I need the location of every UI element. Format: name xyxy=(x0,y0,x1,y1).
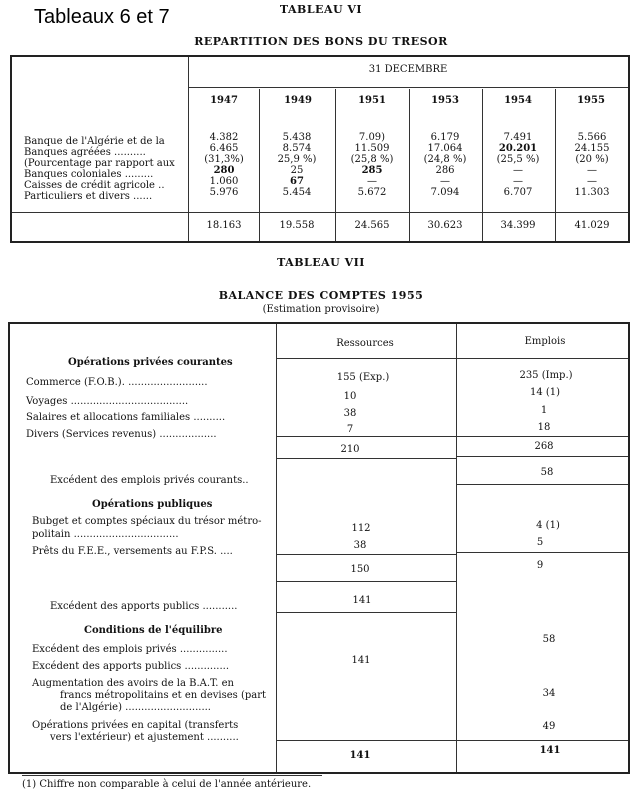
label-c-emplois: Excédent des emplois privés ............... xyxy=(32,644,228,655)
label-budget-2: politain ................................. xyxy=(32,529,179,540)
voyages-emplois: 14 (1) xyxy=(529,387,561,398)
col-1955: 5.566 24.155 (20 %) — — 11.303 xyxy=(574,132,610,198)
table7 xyxy=(8,322,630,774)
total-emplois: 141 xyxy=(539,745,561,756)
year-1955: 1955 xyxy=(577,95,605,106)
year-1954: 1954 xyxy=(504,95,532,106)
table7-title: TABLEAU VII xyxy=(277,256,365,269)
sub1-ressources: 210 xyxy=(340,444,360,455)
sub1-emplois: 268 xyxy=(534,441,554,452)
exc-apports-ressources: 141 xyxy=(352,595,372,606)
row-labels: Banque de l'Algérie et de la Banques agréées .......... (Pourcentage par rapport aux Banques coloniales ......... Caisses de crédit agricole .. Particuliers et divers ...... xyxy=(24,136,175,202)
c-apports-ressources: 141 xyxy=(351,655,371,666)
label-prets: Prêts du F.E.E., versements au F.P.S. .... xyxy=(32,546,233,557)
table6-title: TABLEAU VI xyxy=(279,3,363,16)
table6-subtitle: REPARTITION DES BONS DU TRESOR xyxy=(194,35,448,48)
total-ressources: 141 xyxy=(349,750,371,761)
divers-emplois: 18 xyxy=(537,422,551,433)
section-privees: Opérations privées courantes xyxy=(68,357,233,368)
sub2-emplois: 9 xyxy=(536,560,544,571)
col-1954: 7.491 20.201 (25,5 %) — — 6.707 xyxy=(496,132,540,198)
col-1947: 4.382 6.465 (31,3%) 280 1.060 5.976 xyxy=(204,132,244,198)
total-1954: 34.399 xyxy=(500,220,536,231)
total-1947: 18.163 xyxy=(206,220,242,231)
total-1949: 19.558 xyxy=(279,220,315,231)
label-budget-1: Bubget et comptes spéciaux du trésor métro- xyxy=(32,516,262,527)
label-exc-emplois-prives: Excédent des emplois privés courants.. xyxy=(50,475,249,486)
label-exc-apports: Excédent des apports publics ........... xyxy=(50,601,238,612)
ops-emplois: 49 xyxy=(542,721,556,732)
col-ressources: Ressources xyxy=(336,338,394,349)
footnote: (1) Chiffre non comparable à celui de l'année antérieure. xyxy=(22,779,312,790)
commerce-ressources: 155 (Exp.) xyxy=(336,372,390,383)
col-1951: 7.09) 11.509 (25,8 %) 285 — 5.672 xyxy=(350,132,394,198)
col-1953: 6.179 17.064 (24,8 %) 286 — 7.094 xyxy=(423,132,467,198)
label-ops-1: Opérations privées en capital (transferts xyxy=(32,720,239,731)
label-salaires: Salaires et allocations familiales .......... xyxy=(26,412,226,423)
label-aug-1: Augmentation des avoirs de la B.A.T. en xyxy=(32,678,234,689)
section-equilibre: Conditions de l'équilibre xyxy=(84,625,223,636)
voyages-ressources: 10 xyxy=(343,391,357,402)
col-emplois: Emplois xyxy=(524,336,566,347)
label-aug-2: francs métropolitains et en devises (part xyxy=(60,690,267,701)
salaires-ressources: 38 xyxy=(343,408,357,419)
section-publiques: Opérations publiques xyxy=(92,499,213,510)
year-1949: 1949 xyxy=(284,95,312,106)
table7-note: (Estimation provisoire) xyxy=(262,304,380,315)
label-divers: Divers (Services revenus) .................. xyxy=(26,429,217,440)
budget-ressources: 112 xyxy=(351,523,371,534)
footnote-rule xyxy=(22,775,322,776)
date-header: 31 DECEMBRE xyxy=(368,64,448,75)
prets-emplois: 5 xyxy=(536,537,544,548)
aug-emplois: 34 xyxy=(542,688,556,699)
sub2-ressources: 150 xyxy=(350,564,370,575)
total-1955: 41.029 xyxy=(574,220,610,231)
commerce-emplois: 235 (Imp.) xyxy=(519,370,573,381)
corner-label: Tableaux 6 et 7 xyxy=(34,6,170,28)
table6 xyxy=(10,55,630,243)
label-voyages: Voyages ..................................... xyxy=(26,396,189,407)
exc-emplois-prives-emplois: 58 xyxy=(540,467,554,478)
prets-ressources: 38 xyxy=(353,540,367,551)
year-1953: 1953 xyxy=(431,95,459,106)
label-ops-2: vers l'extérieur) et ajustement .......... xyxy=(50,732,239,743)
total-1951: 24.565 xyxy=(354,220,390,231)
total-1953: 30.623 xyxy=(427,220,463,231)
col-1949: 5.438 8.574 25,9 %) 25 67 5.454 xyxy=(277,132,317,198)
label-aug-3: de l'Algérie) ........................... xyxy=(60,702,211,713)
year-1951: 1951 xyxy=(358,95,386,106)
budget-emplois: 4 (1) xyxy=(536,520,560,531)
c-emplois-emplois: 58 xyxy=(542,634,556,645)
salaires-emplois: 1 xyxy=(540,405,548,416)
label-commerce: Commerce (F.O.B.). ......................... xyxy=(26,377,208,388)
label-c-apports: Excédent des apports publics .............. xyxy=(32,661,229,672)
table7-subtitle: BALANCE DES COMPTES 1955 xyxy=(218,289,424,302)
divers-ressources: 7 xyxy=(346,424,354,435)
year-1947: 1947 xyxy=(210,95,238,106)
